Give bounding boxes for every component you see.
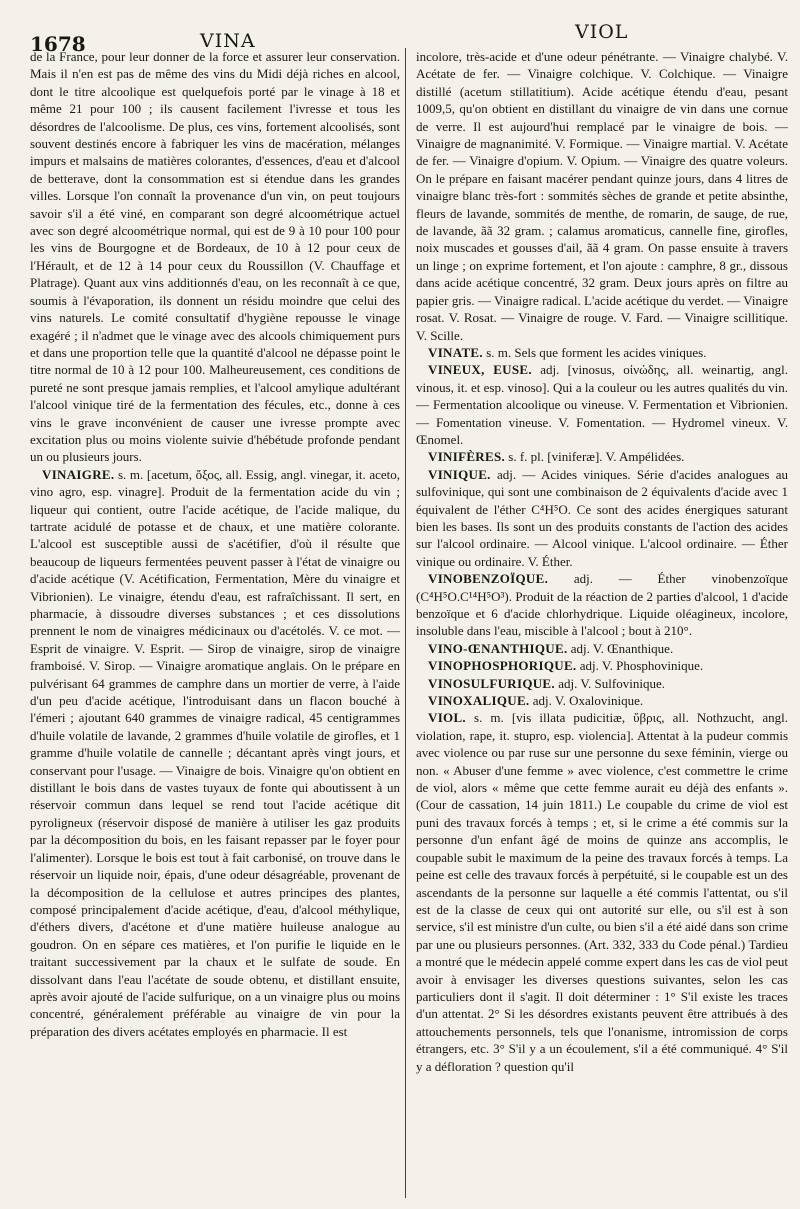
headword-vinaigre: VINAIGRE.: [42, 466, 115, 482]
entry-text-vinate: s. m. Sels que forment les acides viniques.: [486, 344, 707, 360]
entry-vinaigre: [30, 466, 400, 1040]
headword-vinique: VINIQUE.: [428, 466, 491, 482]
headword-vinosulfurique: VINOSULFURIQUE.: [428, 675, 555, 691]
entry-text-vinaigre: s. m. [acetum, ὄξος, all. Essig, angl. vinegar, it. aceto, vino agro, esp. vinagre]. Produit de la fermentation acide du vin ; liqueur qui contient, outre l'acide acétique, de l'acide malique, du tartrate acidulé de potasse et de chaux, et une matière colorante. L'alcool est susceptible aussi de s'acétifier, d'où il résulte que beaucoup de liqueurs fermentées peuvent passer à l'état de vinaigre ou d'acide acétique (V. Acétification, Fermentation, Mère du vinaigre et Vibrionien). Le vinaigre, étendu d'eau, est rafraîchissant. Il sert, en pharmacie, à dissoudre diverses substances ; et ces dissolutions prennent le nom de vinaigres médicinaux ou d'acétolés. V. ce mot. — Esprit de vinaigre. V. Esprit. — Sirop de vinaigre, sirop de vinaigre framboisé. V. Sirop. — Vinaigre aromatique anglais. On le prépare en pulvérisant 64 grammes de camphre dans un mortier de verre, à l'aide d'un peu d'acide acétique, l'introduisant dans un flacon bouché à l'émeri ; ajoutant 640 grammes de vinaigre radical, 45 centigrammes d'huile volatile de lavande, 2 grammes d'huile volatile de girofles, et 1 gramme d'huile volatile de cannelle ; décantant après vingt jours, et conservant pour l'usage. — Vinaigre de bois. Vinaigre qu'on obtient en distillant le bois dans de vastes tuyaux de fonte qui aboutissent à un réservoir commun dans lequel se rend tout l'acide acétique dit pyroligneux (réservoir disposé de manière à utiliser les gaz produits par la décomposition du bois, en les faisant repasser par le foyer pour l'alimenter). Lorsque le bois est tout à fait carbonisé, on trouve dans le réservoir un liquide noir, épais, d'une odeur désagréable, provenant de la décomposition de la cellulose et autres principes des plantes, composé principalement d'acide acétique, d'eau, d'alcool méthylique, d'éthers divers, d'acétone et d'une matière huileuse analogue au goudron. On en sépare ces matières, et l'on purifie le liquide en le traitant successivement par la chaux et le sulfate de soude. En dissolvant dans l'eau l'acétate de soude obtenu, et distillant ensuite, après avoir ajouté de l'acide sulfurique, on a un vinaigre plus ou moins concentré, généralement préférable au vinaigre de vin pour la préparation des divers acétates employés en pharmacie. Il est: [30, 466, 400, 1039]
headword-vinate: VINATE.: [428, 344, 483, 360]
entry-vinique: [416, 466, 788, 570]
headword-vinoxalique: VINOXALIQUE.: [428, 693, 530, 709]
entry-text-vinosulfurique: adj. V. Sulfovinique.: [558, 675, 665, 691]
entry-vinophosphorique: [416, 657, 788, 674]
entry-viol: [416, 709, 788, 1075]
entry-text-vineux: adj. [vinosus, οἰνώδης, all. weinartig, angl. vinous, it. et esp. vinoso]. Qui a la couleur ou les autres qualités du vin. — Fermentation alcoolique ou vineuse. V. Fermentation et Vibrionien. — Fomentation vineuse. V. Fomentation. — Hydromel vineux. V. Œnomel.: [416, 362, 788, 447]
entry-text-vinobenzoique: adj. — Éther vinobenzoïque (C⁴H⁵O.C¹⁴H⁵O³). Produit de la réaction de 2 parties d'alcool, 1 d'acide benzoïque et 6 d'acide chlorhydrique. Liquide oléagineux, incolore, insoluble dans l'eau, miscible à l'alcool ; bout à 210°.: [416, 571, 788, 639]
entry-vinobenzoique: [416, 570, 788, 640]
entry-text-vinique: adj. — Acides viniques. Série d'acides analogues au sulfovinique, qui sont une combinaison de 2 équivalents d'acide avec 1 équivalent de l'éther C⁴H⁵O. Ce sont des acides énergiques saturant bien les bases. Ils sont un des produits constants de l'action des acides sur l'alcool ordinaire. — Alcool vinique. L'alcool ordinaire. — Éther vinique ou ordinaire. V. Éther.: [416, 466, 788, 569]
entry-text-viol: s. m. [vis illata pudicitiæ, ὕβρις, all. Nothzucht, angl. violation, rape, it. stupro, esp. violencia]. Attentat à la pudeur commis avec violence ou par ruse sur une personne du sexe féminin, vierge ou non. « Abuser d'une femme » avec violence, c'est commettre le crime de viol, alors « même que cette femme aurait eu déjà des enfants ». (Cour de cassation, 14 juin 1811.) Le coupable du crime de viol est puni des travaux forcés à temps ; et, si le crime a été commis sur la personne d'un enfant âgé de moins de quinze ans accomplis, le coupable subit le maximum de la peine des travaux forcés à temps. La peine est celle des travaux forcés à perpétuité, si le coupable est un des ascendants de la personne sur laquelle a été commis l'attentat, ou s'il est de la classe de ceux qui ont autorité sur elle, ou s'il est à son service, s'il est ministre d'un culte, ou bien s'il a été aidé dans son crime par une ou plusieurs personnes. (Art. 332, 333 du Code pénal.) Tardieu a montré que le médecin appelé comme expert dans les cas de viol peut avoir à envisager les diverses questions suivantes, selon les cas particuliers dont il s'agit. Il doit déterminer : 1° S'il existe les traces d'un attentat. 2° Si les désordres existants peuvent être attribués à des attouchements personnels, tels que l'onanisme, intromission de corps étrangers, etc. 3° S'il y a un écoulement, s'il a été communiqué. 4° S'il y a défloration ? question qu'il: [416, 710, 788, 1074]
entry-viniferes: [416, 448, 788, 465]
headword-vineux: VINEUX, EUSE.: [428, 362, 532, 378]
left-column: [30, 48, 400, 1200]
headword-viol: VIOL.: [428, 710, 466, 726]
entry-vinosulfurique: [416, 675, 788, 692]
entry-text-vinoxalique: adj. V. Oxalovinique.: [532, 693, 644, 709]
entry-vino-oenanthique: [416, 640, 788, 657]
entry-text-vino-oenanthique: adj. V. Œnanthique.: [570, 640, 674, 656]
entry-vinate: [416, 344, 788, 361]
headword-vinophosphorique: VINOPHOSPHORIQUE.: [428, 658, 577, 674]
entry-text-vinophosphorique: adj. V. Phosphovinique.: [579, 658, 704, 674]
headword-vino-oenanthique: VINO-ŒNANTHIQUE.: [428, 640, 568, 656]
vina-continued-paragraph: de la France, pour leur donner de la force et assurer leur conservation. Mais il n'en est pas de même des vins du Midi déjà riches en alcool, dont le titre alcoolique est quelquefois porté par le vinage à 18 et même 21 pour 100 ; ils causent facilement l'ivresse et tous les désordres de l'alcoolisme. De plus, ces vins, fortement alcoolisés, sont souvent destinés encore à fabriquer les vins de macération, mélanges impurs et malsains de matières colorantes, d'essences, d'eau et d'alcool de betterave, dont la consommation est si étendue dans les grandes villes. Lorsque l'on connaît la provenance d'un vin, on peut toujours savoir s'il a été viné, en comparant son degré alcoométrique actuel avec son degré alcoométrique normal, qui est de 9 à 10 pour 100 pour les vins de Bourgogne et de Bordeaux, de 10 à 12 pour ceux de l'Hérault, et de 12 à 14 pour ceux du Roussillon (V. Chauffage et Platrage). Quant aux vins additionnés d'eau, on les reconnaît à ce que, soumis à l'évaporation, ils donnent un résidu moindre que celui des vins naturels. Le comité consultatif d'hygiène repousse le vinage exagéré ; il n'admet que le vinage avec des alcools chimiquement purs et dans une proportion telle que la quantité d'alcool ne dépasse point le titre normal de 10 à 12 pour 100. Malheureusement, ces conditions de pureté ne sont presque jamais remplies, et l'alcool amylique adultérant l'alcool vinique tiré de la fermentation des fécules, etc., donne à ces vins le grave inconvénient de causer une ivresse prompte avec excitation plus ou moins violente suivie d'hébétude profonde pendant un ou plusieurs jours.: [30, 49, 400, 465]
page-number: 1678: [30, 32, 86, 56]
vinaigre-continued-paragraph: incolore, très-acide et d'une odeur pénétrante. — Vinaigre chalybé. V. Acétate de fer. — Vinaigre colchique. V. Colchique. — Vinaigre distillé (acetum stillatitium). Acide acétique étendu d'eau, pesant 1009,5, qu'on obtient en distillant du vinaigre de vin dans une cornue de verre. Il est aujourd'hui remplacé par le vinaigre de bois. — Vinaigre de magnanimité. V. Formique. — Vinaigre martial. V. Acétate de fer. — Vinaigre d'opium. V. Opium. — Vinaigre des quatre voleurs. On le prépare en faisant macérer pendant quinze jours, dans 4 litres de vinaigre blanc très-fort : sommités sèches de grande et petite absinthe, fleurs de lavande, sommités de menthe, de romarin, de sauge, de rue, de lavande, ãã 32 gram. ; calamus aromaticus, cannelle fine, girofles, noix muscades et gousses d'ail, ãã 4 gram. On passe ensuite à travers un linge ; on exprime fortement, et l'on ajoute : camphre, 8 gr., dissous dans acide acétique concentré, 32 gram. Deux jours après on filtre au papier gris. — Vinaigre radical. L'acide acétique du verdet. — Vinaigre rosat. V. Rosat. — Vinaigre de rouge. V. Fard. — Vinaigre scillitique. V. Scille.: [416, 49, 788, 343]
right-column: [416, 48, 788, 1200]
right-running-title: VIOL: [575, 21, 629, 43]
headword-vinobenzoique: VINOBENZOÏQUE.: [428, 571, 549, 587]
left-running-title: VINA: [200, 30, 256, 52]
column-divider: [405, 48, 406, 1198]
headword-viniferes: VINIFÈRES.: [428, 449, 506, 465]
entry-vineux: [416, 361, 788, 448]
entry-vinoxalique: [416, 692, 788, 709]
entry-text-viniferes: s. f. pl. [viniferæ]. V. Ampélidées.: [508, 449, 685, 465]
